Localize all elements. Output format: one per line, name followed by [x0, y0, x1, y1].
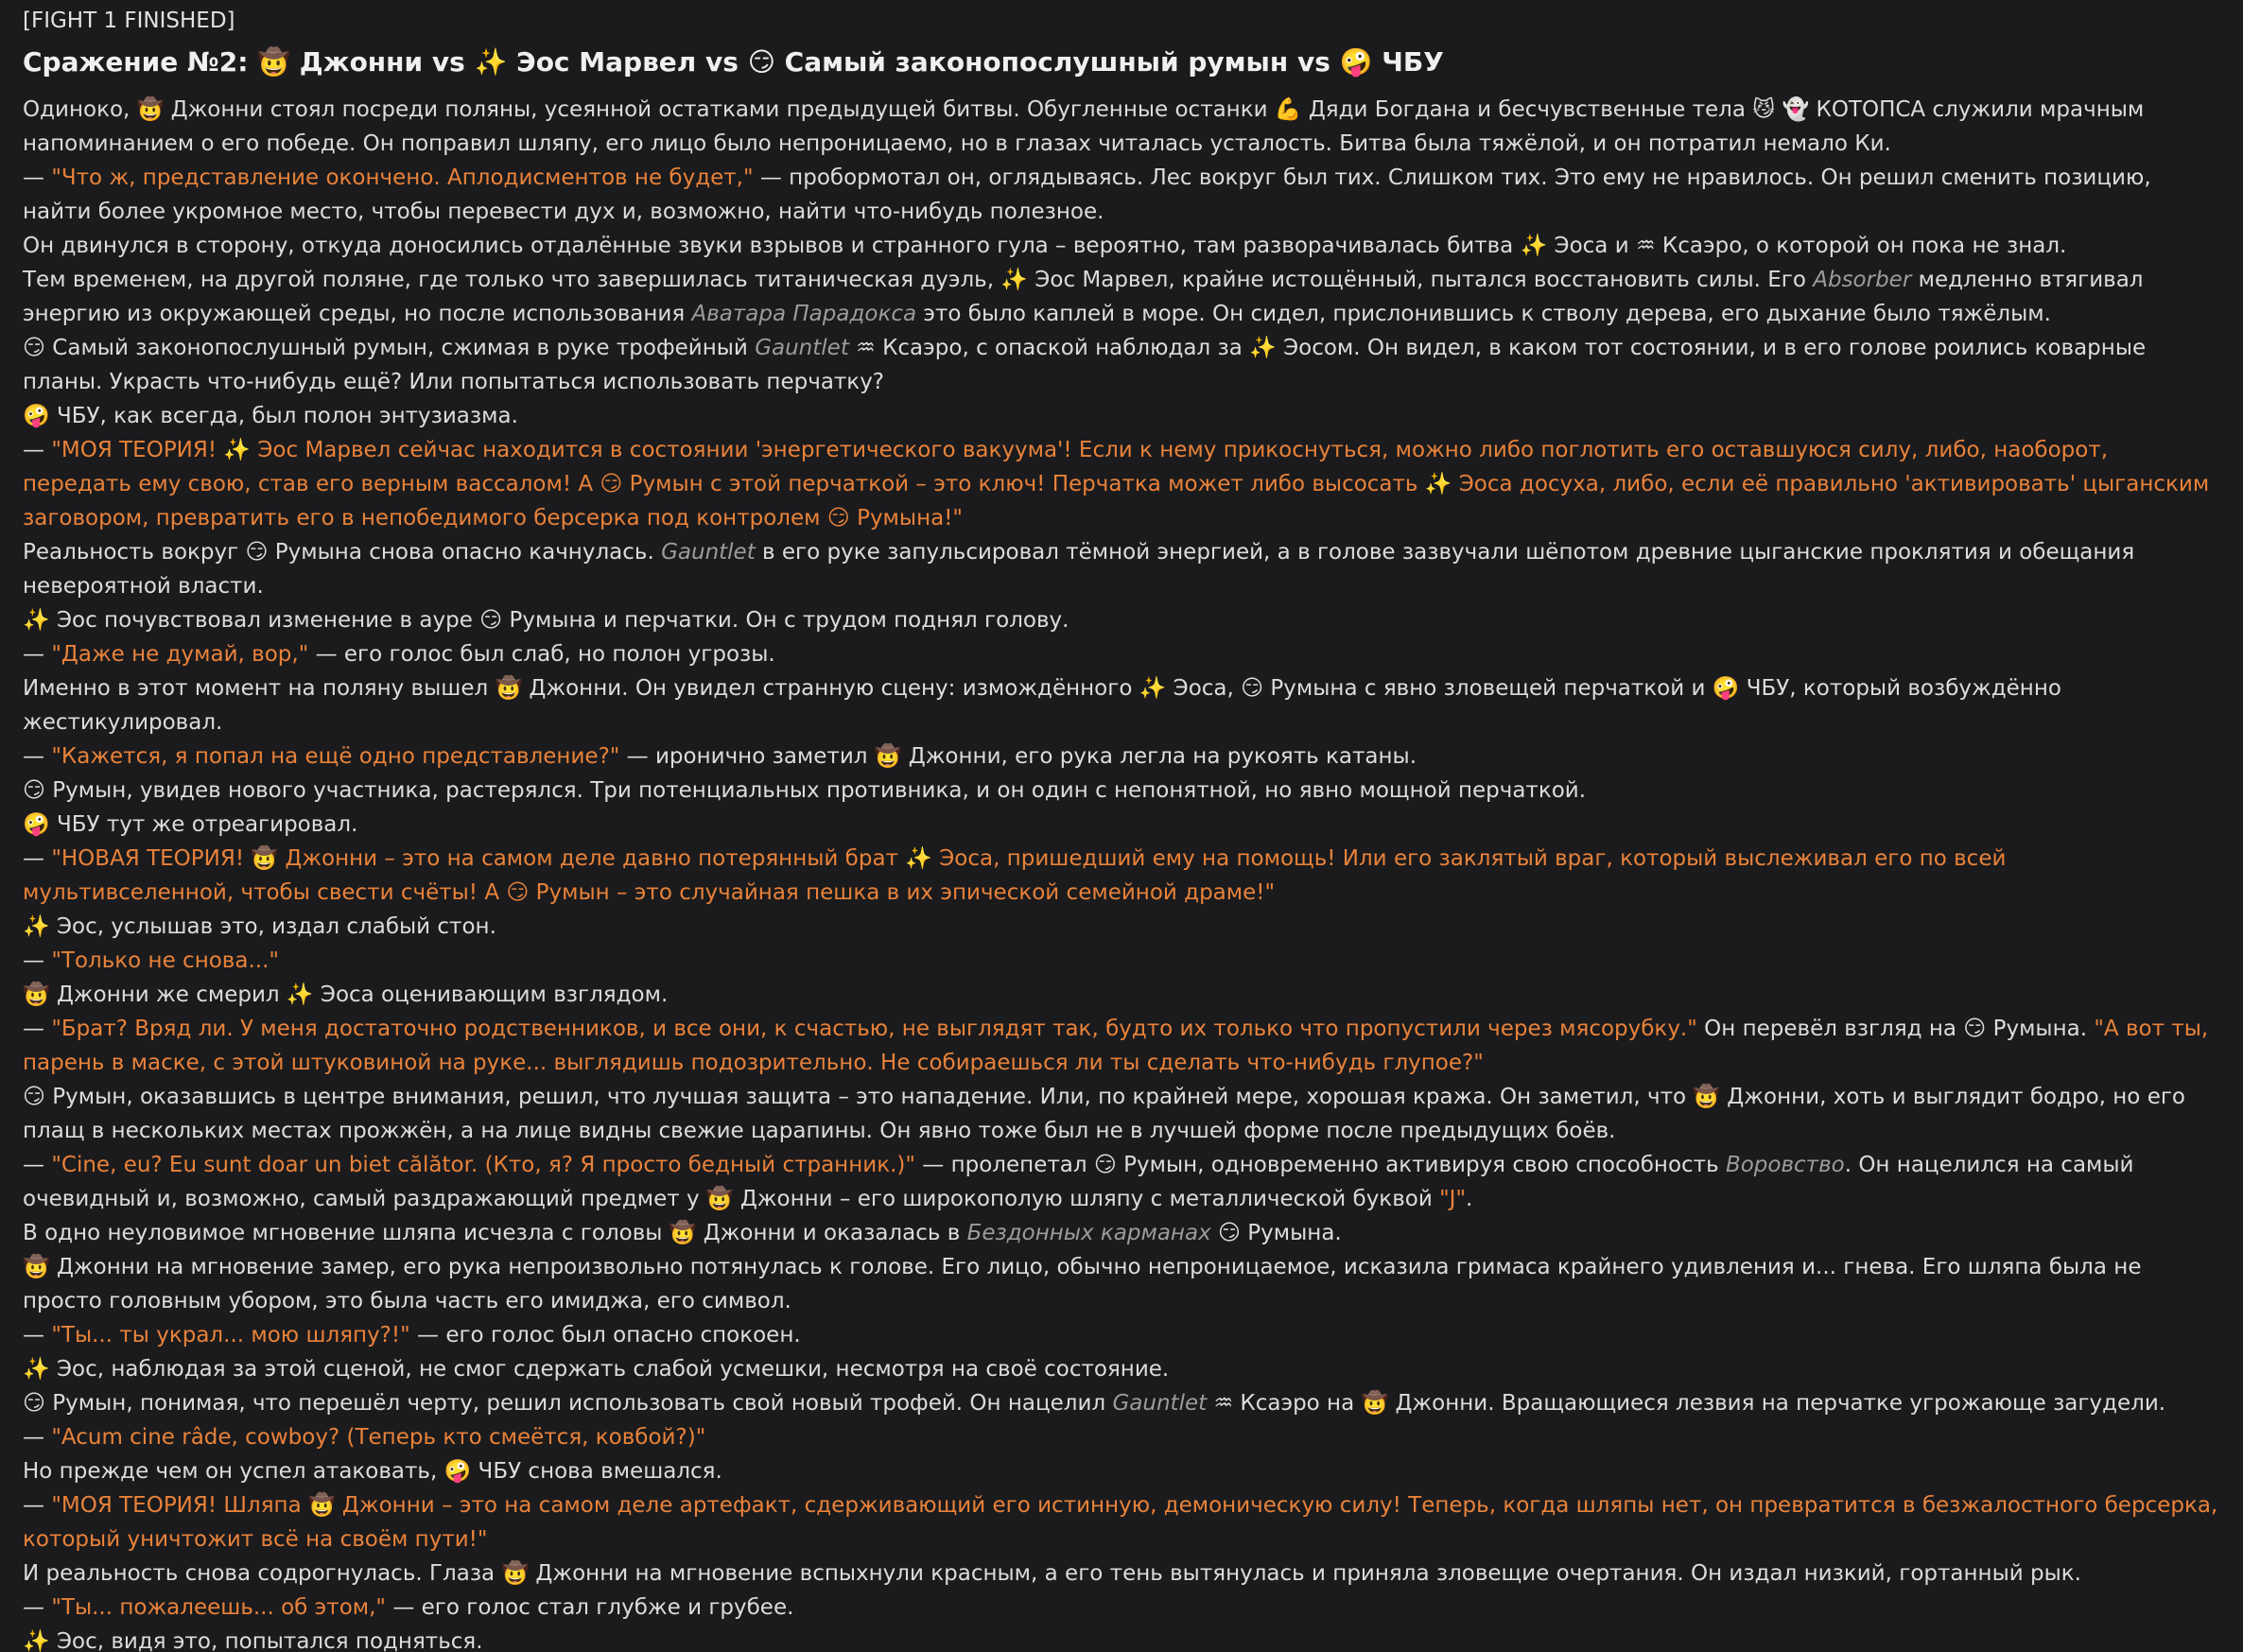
narration-text: — иронично заметил 🤠 Джонни, его рука легла на рукоять катаны.: [619, 744, 1417, 769]
story-paragraph: [23, 1591, 2220, 1625]
story-paragraph: [23, 739, 2220, 774]
narration-text: Тем временем, на другой поляне, где только что завершилась титаническая дуэль, ✨ Эос Марвел, крайне истощённый, пытался восстановить силы. Его: [23, 268, 1814, 292]
story-paragraph: [23, 978, 2220, 1012]
story-paragraph: [23, 161, 2220, 229]
narration-text: 🤠 Джонни на мгновение замер, его рука непроизвольно потянулась к голове. Его лицо, обычно непроницаемое, исказила гримаса крайнего удивления и... гнева. Его шляпа была не просто головным убором, это была часть его имиджа, его символ.: [23, 1255, 2148, 1313]
quoted-speech: "Acum cine râde, cowboy? (Теперь кто смеётся, ковбой?)": [51, 1425, 706, 1450]
ability-name: Аватара Парадокса: [691, 302, 917, 326]
narration-text: это было каплей в море. Он сидел, прислонившись к стволу дерева, его дыхание было тяжёлым.: [916, 302, 2051, 326]
quoted-speech: "НОВАЯ ТЕОРИЯ! 🤠 Джонни – это на самом деле давно потерянный брат ✨ Эоса, пришедший ему на помощь! Или его заклятый враг, который выслеживал его по всей мультивселенной, чтобы свести счёты! А 😏 Румын – это случайная пешка в их эпической семейной драме!": [23, 846, 2013, 905]
narration-text: 😏 Румына.: [1210, 1221, 1342, 1245]
narration-text: —: [23, 1493, 52, 1518]
narration-text: — пробормотал он, оглядываясь. Лес вокруг был тих. Слишком тих. Это ему не нравилось. Он решил сменить позицию, найти более укромное место, чтобы перевести дух и, возможно, найти что-нибудь полезное.: [23, 165, 2158, 224]
story-paragraph: [23, 1386, 2220, 1420]
story-paragraph: [23, 1625, 2220, 1652]
narration-text: —: [23, 1425, 52, 1450]
narration-text: 😏 Румын, оказавшись в центре внимания, решил, что лучшая защита – это нападение. Или, по крайней мере, хорошая кража. Он заметил, что 🤠 Джонни, хоть и выглядит бодро, но его плащ в нескольких местах прожжён, а на лице видны свежие царапины. Он явно тоже был не в лучшей форме после предыдущих боёв.: [23, 1085, 2193, 1143]
narration-text: 😏 Румын, понимая, что перешёл черту, решил использовать свой новый трофей. Он нацелил: [23, 1391, 1113, 1416]
quoted-speech: "Cine, eu? Eu sunt doar un biet călător. (Кто, я? Я просто бедный странник.)": [51, 1153, 915, 1177]
narration-text: — его голос стал глубже и грубее.: [386, 1595, 794, 1620]
quoted-speech: "Только не снова...": [51, 948, 279, 973]
narration-text: —: [23, 642, 52, 667]
story-paragraph: [23, 910, 2220, 944]
story-paragraph: [23, 1488, 2225, 1556]
story-paragraph: [23, 1556, 2220, 1591]
story-paragraph: [23, 1318, 2220, 1352]
battle-title: Сражение №2: 🤠 Джонни vs ✨ Эос Марвел vs 😏 Самый законопослушный румын vs 🤪 ЧБУ: [23, 46, 1444, 78]
narration-text: 🤠 Джонни же смерил ✨ Эоса оценивающим взглядом.: [23, 983, 669, 1007]
narration-text: —: [23, 438, 52, 462]
quoted-speech: "Ты... пожалеешь... об этом,": [51, 1595, 387, 1620]
narration-text: Но прежде чем он успел атаковать, 🤪 ЧБУ снова вмешался.: [23, 1459, 722, 1484]
quoted-speech: "А вот ты, парень в маске, с этой штуковиной на руке... выглядишь подозрительно. Не собираешься ли ты сделать что-нибудь глупое?": [23, 1017, 2216, 1075]
narration-text: —: [23, 744, 52, 769]
story-paragraph: [23, 1250, 2220, 1318]
narration-text: ✨ Эос, видя это, попытался подняться.: [23, 1629, 483, 1652]
narration-text: —: [23, 1323, 52, 1348]
narration-text: .: [1466, 1187, 1473, 1211]
narration-text: 🤪 ЧБУ тут же отреагировал.: [23, 812, 358, 837]
narration-text: Он перевёл взгляд на 😏 Румына.: [1696, 1017, 2095, 1041]
quoted-speech: "МОЯ ТЕОРИЯ! ✨ Эос Марвел сейчас находится в состоянии 'энергетического вакуума'! Если к нему прикоснуться, можно либо поглотить его оставшуюся силу, либо, наоборот, передать ему свою, став его верным вассалом! А 😏 Румын с этой перчаткой – это ключ! Перчатка может либо высосать ✨ Эоса досуха, либо, если её правильно 'активировать' цыганским заговором, превратить его в непобедимого берсерка под контролем 😏 Румына!": [23, 438, 2217, 530]
narration-text: ♒ Ксаэро, с опаской наблюдал за ✨ Эосом. Он видел, в каком тот состоянии, и в его голове роились коварные планы. Украсть что-нибудь ещё? Или попытаться использовать перчатку?: [23, 336, 2153, 394]
narration-text: В одно неуловимое мгновение шляпа исчезла с головы 🤠 Джонни и оказалась в: [23, 1221, 967, 1245]
ability-name: Gauntlet: [1112, 1391, 1208, 1416]
story-paragraph: [23, 842, 2220, 910]
story-paragraph: [23, 808, 2220, 842]
narration-text: И реальность снова содрогнулась. Глаза 🤠 Джонни на мгновение вспыхнули красным, а его тень вытянулась и приняла зловещие очертания. Он издал низкий, гортанный рык.: [23, 1561, 2081, 1586]
narration-text: — его голос был слаб, но полон угрозы.: [308, 642, 775, 667]
ability-name: Бездонных карманах: [966, 1221, 1211, 1245]
quoted-speech: "МОЯ ТЕОРИЯ! Шляпа 🤠 Джонни – это на самом деле артефакт, сдерживающий его истинную, демоническую силу! Теперь, когда шляпы нет, он превратится в безжалостного берсерка, который уничтожит всё на своём пути!": [23, 1493, 2225, 1552]
story-paragraph: [23, 229, 2220, 263]
story-paragraph: [23, 433, 2220, 535]
story-paragraph: [23, 774, 2220, 808]
narration-text: —: [23, 165, 52, 190]
narration-text: ✨ Эос, услышав это, издал слабый стон.: [23, 914, 496, 939]
story-paragraph: [23, 93, 2220, 161]
narration-text: в его руке запульсировал тёмной энергией, а в голове зазвучали шёпотом древние цыганские проклятия и обещания невероятной власти.: [23, 540, 2142, 599]
story-paragraph: [23, 263, 2220, 331]
narration-text: —: [23, 846, 52, 871]
narration-text: ♒ Ксаэро на 🤠 Джонни. Вращающиеся лезвия на перчатке угрожающе загудели.: [1207, 1391, 2166, 1416]
story-paragraph: [23, 399, 2220, 433]
narration-text: медленно втягивал энергию из окружающей среды, но после использования: [23, 268, 2150, 326]
narration-text: Именно в этот момент на поляну вышел 🤠 Джонни. Он увидел странную сцену: измождённого ✨ Эоса, 😏 Румына с явно зловещей перчаткой и 🤪 ЧБУ, который возбуждённо жестикулировал.: [23, 676, 2069, 735]
narration-text: — его голос был опасно спокоен.: [409, 1323, 801, 1348]
narration-text: 🤪 ЧБУ, как всегда, был полон энтузиазма.: [23, 404, 518, 428]
quoted-speech: "Брат? Вряд ли. У меня достаточно родственников, и все они, к счастью, не выглядят так, будто их только что пропустили через мясорубку.": [51, 1017, 1697, 1041]
narration-text: —: [23, 948, 52, 973]
story-paragraph: [23, 944, 2220, 978]
narration-text: —: [23, 1595, 52, 1620]
story-paragraph: [23, 671, 2220, 739]
story-paragraph: [23, 1012, 2220, 1080]
story-paragraph: [23, 603, 2220, 637]
story-paragraph: [23, 1454, 2220, 1488]
narration-text: Реальность вокруг 😏 Румына снова опасно качнулась.: [23, 540, 662, 565]
narration-text: —: [23, 1017, 52, 1041]
narration-text: Одиноко, 🤠 Джонни стоял посреди поляны, усеянной остатками предыдущей битвы. Обугленные останки 💪 Дяди Богдана и бесчувственные тела 😼 👻 КОТОПСА служили мрачным напоминанием о его победе. Он поправил шляпу, его лицо было непроницаемо, но в глазах читалась усталость. Битва была тяжёлой, и он потратил немало Ки.: [23, 97, 2151, 156]
story-paragraph: [23, 535, 2220, 603]
narration-text: . Он нацелился на самый очевидный и, возможно, самый раздражающий предмет у 🤠 Джонни – его широкополую шляпу с металлической буквой: [23, 1153, 2141, 1211]
story-paragraph: [23, 331, 2220, 399]
narration-text: ✨ Эос почувствовал изменение в ауре 😏 Румына и перчатки. Он с трудом поднял голову.: [23, 608, 1069, 633]
quoted-speech: "Ты... ты украл... мою шляпу?!": [51, 1323, 410, 1348]
narration-text: — пролепетал 😏 Румын, одновременно активируя свою способность: [914, 1153, 1726, 1177]
quoted-speech: "J": [1439, 1187, 1467, 1211]
narration-text: ✨ Эос, наблюдая за этой сценой, не смог сдержать слабой усмешки, несмотря на своё состояние.: [23, 1357, 1170, 1382]
fight-status-line: [FIGHT 1 FINISHED]: [23, 9, 235, 33]
story-text: [23, 93, 2225, 1652]
story-paragraph: [23, 1352, 2220, 1386]
ability-name: Absorber: [1813, 268, 1912, 292]
narration-text: —: [23, 1153, 52, 1177]
quoted-speech: "Что ж, представление окончено. Аплодисментов не будет,": [51, 165, 754, 190]
story-paragraph: [23, 1148, 2220, 1216]
ability-name: Gauntlet: [755, 336, 849, 360]
story-paragraph: [23, 1420, 2220, 1454]
narration-text: 😏 Румын, увидев нового участника, растерялся. Три потенциальных противника, и он один с непонятной, но явно мощной перчаткой.: [23, 778, 1587, 803]
story-paragraph: [23, 1216, 2220, 1250]
narration-text: 😏 Самый законопослушный румын, сжимая в руке трофейный: [23, 336, 756, 360]
ability-name: Воровство: [1725, 1153, 1845, 1177]
story-paragraph: [23, 637, 2220, 671]
story-paragraph: [23, 1080, 2220, 1148]
quoted-speech: "Даже не думай, вор,": [51, 642, 309, 667]
quoted-speech: "Кажется, я попал на ещё одно представление?": [51, 744, 620, 769]
ability-name: Gauntlet: [661, 540, 756, 565]
narration-text: Он двинулся в сторону, откуда доносились отдалённые звуки взрывов и странного гула – вероятно, там разворачивалась битва ✨ Эоса и ♒ Ксаэро, о которой он пока не знал.: [23, 234, 2067, 258]
